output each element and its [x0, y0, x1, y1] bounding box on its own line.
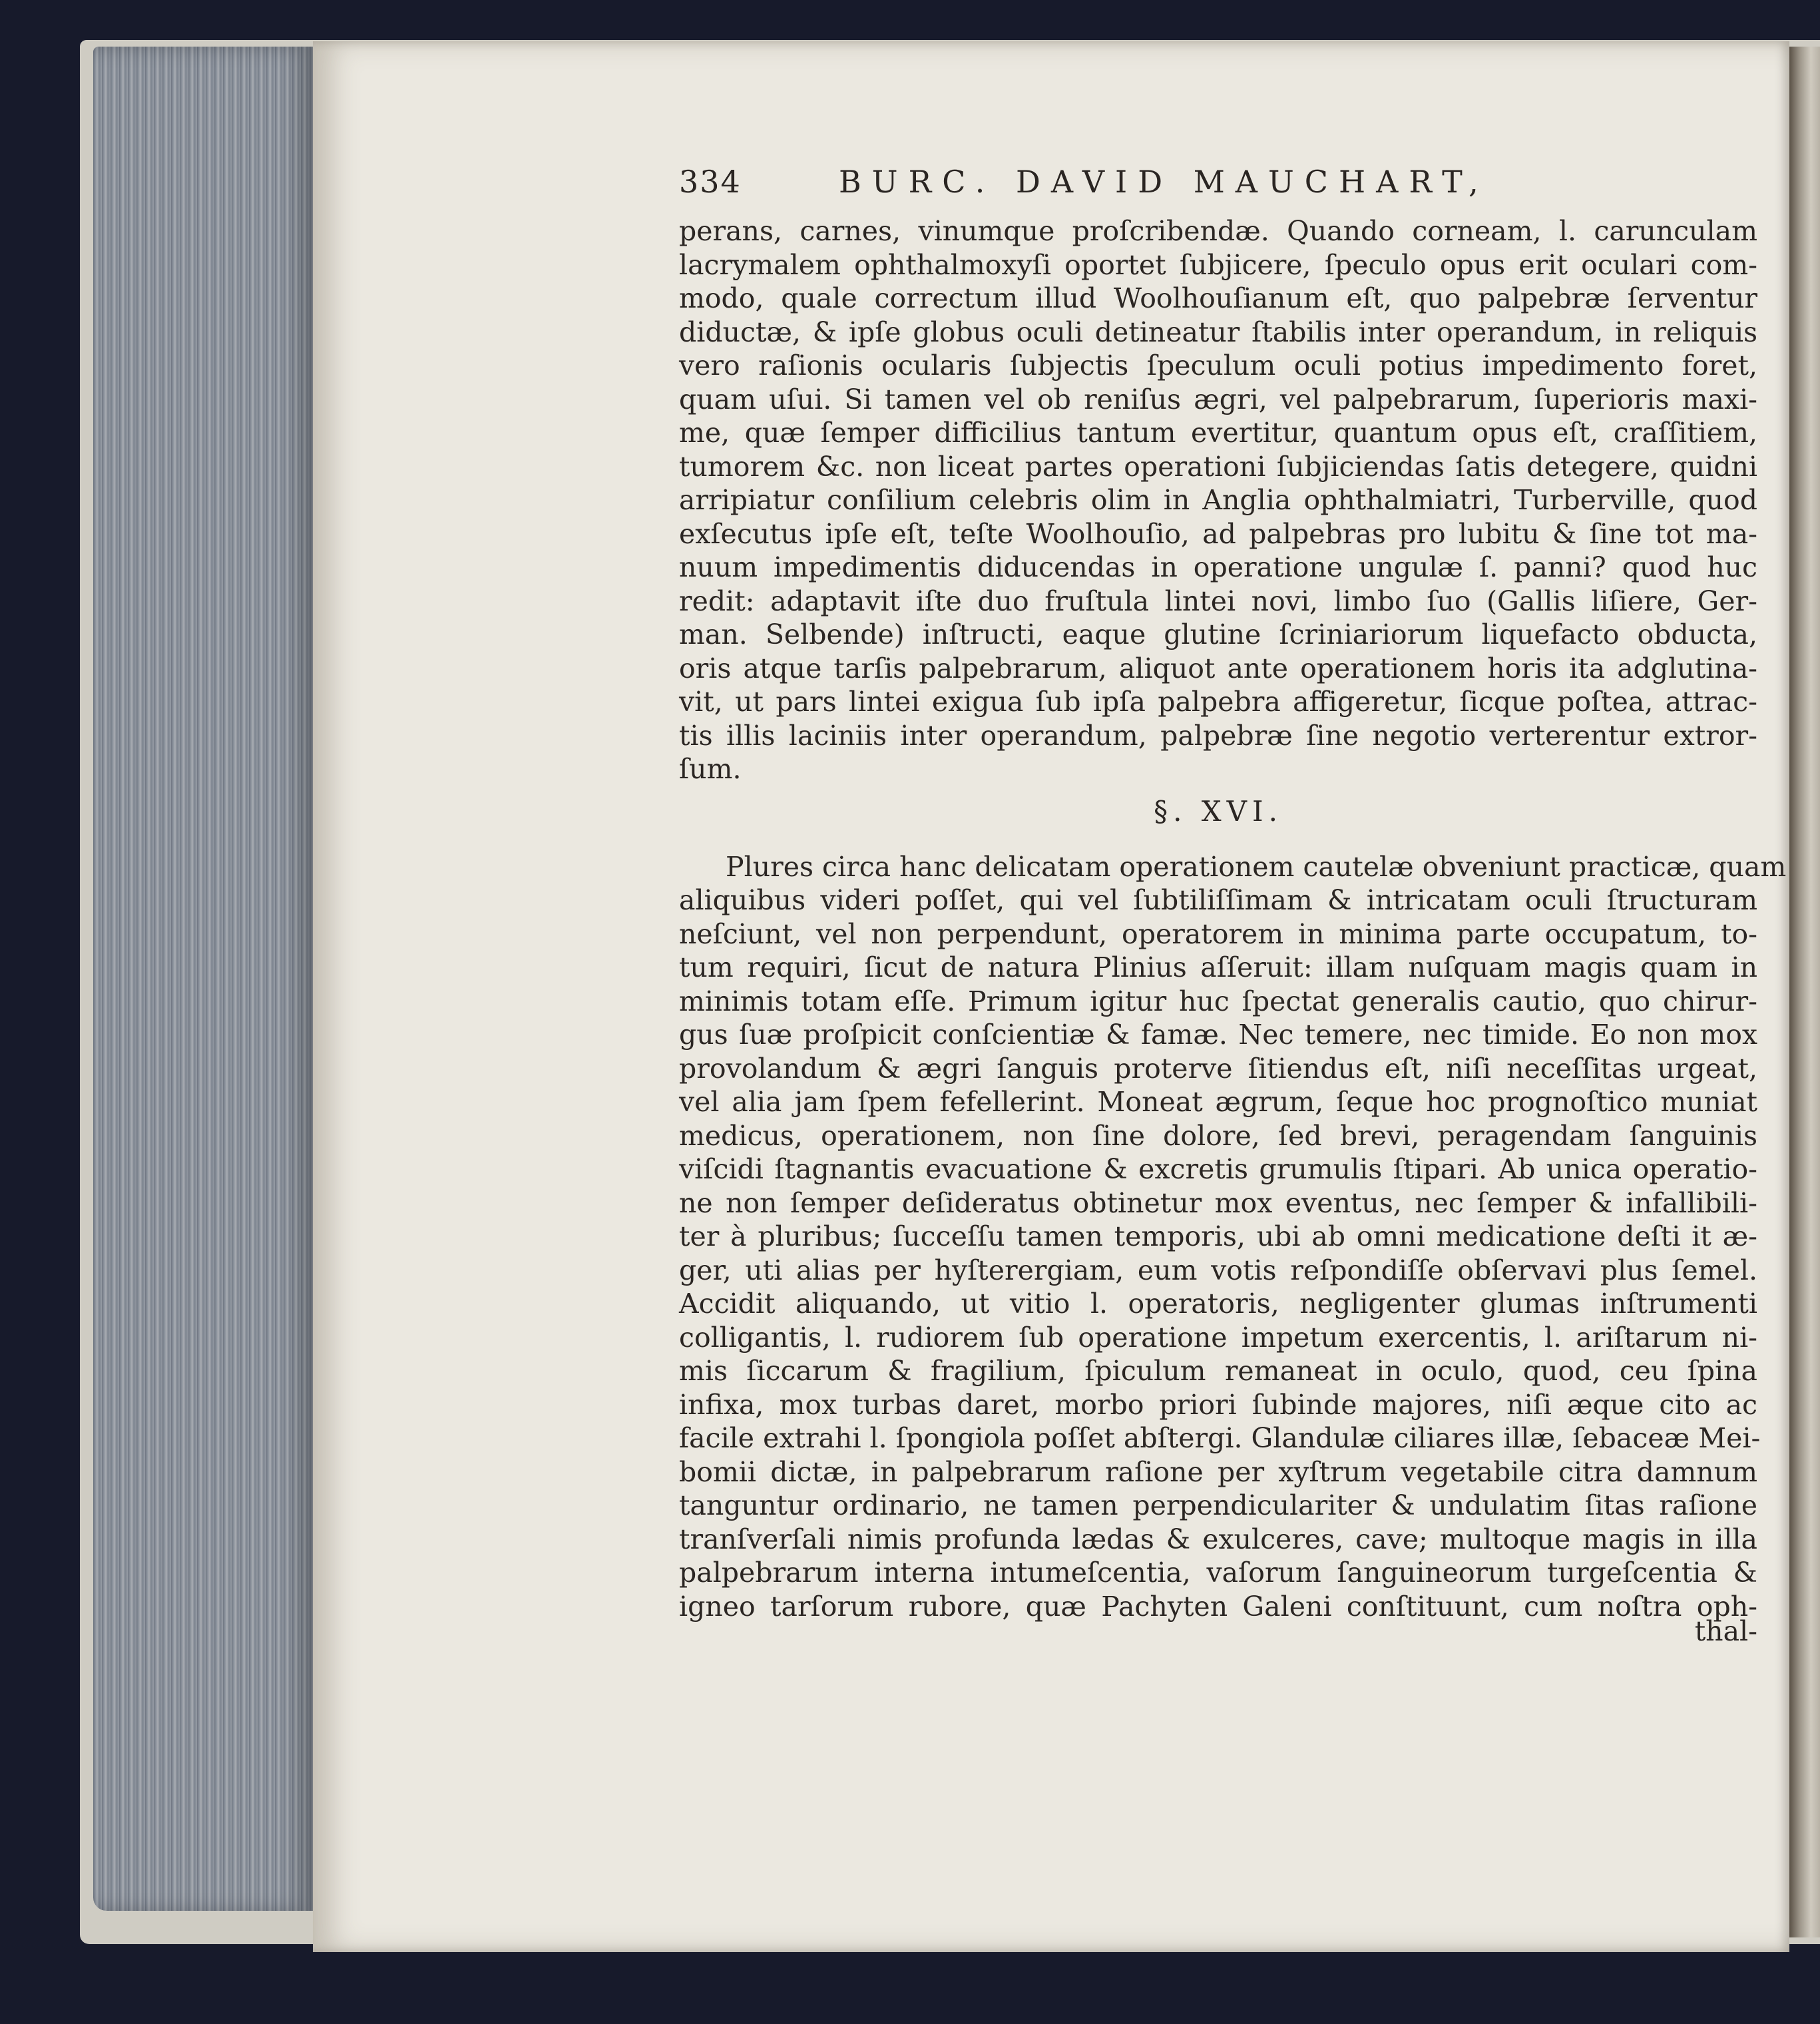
text-line: gus ſuæ proſpicit conſcientiæ & famæ. Nec temere, nec timide. Eo non mox	[679, 1019, 1757, 1051]
text-line: man. Selbende) inſtructi, eaque glutine ſcriniariorum liquefacto obducta,	[679, 619, 1757, 650]
text-line: lacrymalem ophthalmoxyſi oportet ſubjicere, ſpeculo opus erit oculari com-	[679, 248, 1757, 281]
text-line: redit: adaptavit iſte duo fruſtula lintei novi, limbo ſuo (Gallis liſiere, Ger-	[679, 585, 1757, 617]
text-line: tum requiri, ſicut de natura Plinius aſſeruit: illam nuſquam magis quam in	[679, 951, 1757, 983]
page-number: 334	[679, 164, 742, 200]
text-line: provolandum & ægri ſanguis proterve ſitiendus eſt, niſi neceſſitas urgeat,	[679, 1052, 1757, 1085]
text-line: mis ſiccarum & fragilium, ſpiculum remaneat in oculo, quod, ceu ſpina	[679, 1355, 1757, 1387]
text-line: diductæ, & ipſe globus oculi detineatur ſtabilis inter operandum, in reliquis	[679, 316, 1757, 348]
running-title: BURC. DAVID MAUCHART,	[839, 164, 1489, 200]
page-header	[679, 164, 1771, 210]
catchword: thal-	[1694, 1615, 1757, 1647]
text-line: perans, carnes, vinumque proſcribendæ. Quando corneam, l. carunculam	[679, 215, 1757, 247]
section-heading: §. XVI.	[1154, 794, 1283, 828]
text-line: ger, uti alias per hyſterergiam, eum votis reſpondiſſe obſervavi plus ſemel.	[679, 1254, 1757, 1286]
text-line: ter à pluribus; ſucceſſu tamen temporis, ubi ab omni medicatione deſti it æ-	[679, 1220, 1757, 1252]
text-line: tanguntur ordinario, ne tamen perpendiculariter & undulatim ſitas raſione	[679, 1489, 1757, 1521]
text-line: Plures circa hanc delicatam operationem cautelæ obveniunt practicæ, quam	[726, 850, 1787, 883]
text-line: bomii dictæ, in palpebrarum raſione per xyſtrum vegetabile citra damnum	[679, 1455, 1757, 1488]
text-line: palpebrarum interna intumeſcentia, vaſorum ſanguineorum turgeſcentia &	[679, 1557, 1757, 1589]
text-line: facile extrahi l. ſpongiola poſſet abſtergi. Glandulæ ciliares illæ, ſebaceæ Mei-	[679, 1422, 1761, 1454]
text-line: tumorem &c. non liceat partes operationi ſubjiciendas ſatis detegere, quidni	[679, 450, 1757, 483]
text-line: medicus, operationem, non ſine dolore, ſed brevi, peragendam ſanguinis	[679, 1119, 1757, 1152]
text-line: vel alia jam ſpem fefellerint. Moneat ægrum, ſeque hoc prognoſtico muniat	[679, 1086, 1757, 1118]
paragraph-2	[679, 850, 1787, 1624]
text-line: oris atque tarſis palpebrarum, aliquot ante operationem horis ita adglutina-	[679, 652, 1757, 684]
text-line: vit, ut pars lintei exigua ſub ipſa palpebra affigeretur, ſicque poſtea, attrac-	[679, 686, 1757, 718]
text-line: tranſverſali nimis profunda lædas & exulceres, cave; multoque magis in illa	[679, 1523, 1757, 1555]
text-line: nuum impedimentis diducendas in operatione ungulæ ſ. panni? quod huc	[679, 551, 1757, 583]
text-line: colligantis, l. rudiorem ſub operatione impetum exercentis, l. ariſtarum ni-	[679, 1321, 1757, 1354]
text-line: exſecutus ipſe eſt, teſte Woolhouſio, ad palpebras pro lubitu & ſine tot ma-	[679, 517, 1757, 550]
text-line: arripiatur conſilium celebris olim in Anglia ophthalmiatri, Turberville, quod	[679, 484, 1757, 516]
text-line: viſcidi ſtagnantis evacuatione & excretis grumulis ſtipari. Ab unica operatio-	[679, 1153, 1757, 1185]
text-line: aliquibus videri poſſet, qui vel ſubtiliſſimam & intricatam oculi ſtructuram	[679, 884, 1757, 916]
text-line: neſciunt, vel non perpendunt, operatorem in minima parte occupatum, to-	[679, 917, 1757, 950]
facing-page-edge	[1789, 47, 1820, 1937]
paragraph-1	[679, 214, 1757, 786]
text-line: vero raſionis ocularis ſubjectis ſpeculum oculi potius impedimento foret,	[679, 350, 1757, 381]
text-line: tis illis laciniis inter operandum, palpebræ ſine negotio verterentur extror-	[679, 719, 1757, 752]
text-line: quam uſui. Si tamen vel ob reniſus ægri, vel palpebrarum, ſuperioris maxi-	[679, 383, 1757, 415]
text-line: Accidit aliquando, ut vitio l. operatoris, negligenter glumas inſtrumenti	[679, 1288, 1757, 1320]
text-line: infixa, mox turbas daret, morbo priori ſubinde majores, niſi æque cito ac	[679, 1388, 1757, 1421]
page-edges-stack	[93, 47, 313, 1911]
page-text	[679, 214, 1787, 1623]
text-line: me, quæ ſemper difficilius tantum evertitur, quantum opus eſt, craſſitiem,	[679, 417, 1757, 449]
text-line: ne non ſemper deſideratus obtinetur mox eventus, nec ſemper & infallibili-	[679, 1186, 1757, 1219]
text-line: modo, quale correctum illud Woolhouſianum eſt, quo palpebræ ſerventur	[679, 282, 1757, 314]
text-line: igneo tarſorum rubore, quæ Pachyten Galeni conſtituunt, cum noſtra oph-	[679, 1590, 1757, 1623]
text-line: ſum.	[679, 753, 742, 785]
text-line: minimis totam eſſe. Primum igitur huc ſpectat generalis cautio, quo chirur-	[679, 985, 1757, 1017]
